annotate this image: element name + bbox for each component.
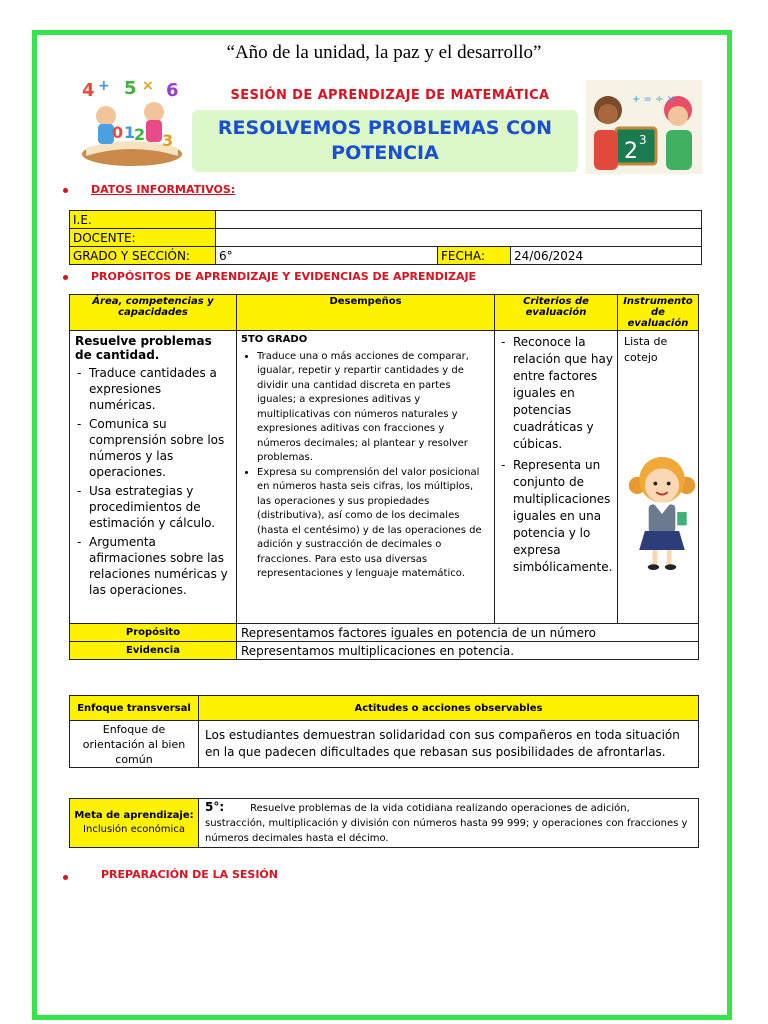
docente-label: DOCENTE: (70, 229, 216, 247)
schoolgirl-illustration (624, 449, 700, 577)
svg-text:0: 0 (112, 123, 124, 142)
evidencia-value: Representamos multiplicaciones en potencia. (237, 642, 699, 660)
col-instrumento: Instrumento de evaluación (618, 295, 699, 331)
grado-title: 5TO GRADO (241, 334, 308, 345)
proposito-value: Representamos factores iguales en potencia de un número (237, 624, 699, 642)
col-criterios: Criterios de evaluación (495, 295, 618, 331)
meta-label: Meta de aprendizaje: (74, 810, 194, 821)
session-title (192, 116, 578, 166)
list-item: • Traduce una o más acciones de comparar, igualar, repetir y repartir cantidades y de dividir una cantidad discreta en partes iguales; a expresiones aditivas y multiplicativas con números naturales y expresiones aditivas con fracciones y números decimales; al plantear y resolver problemas. (257, 350, 490, 466)
svg-text:3: 3 (162, 131, 174, 150)
grado-label: GRADO Y SECCIÓN: (70, 247, 216, 265)
col-enfoque: Enfoque transversal (70, 696, 199, 721)
evidencia-label: Evidencia (70, 642, 237, 660)
list-item: - Argumenta afirmaciones sobre las relaciones numéricas y las operaciones. (89, 534, 231, 598)
meta-sublabel: Inclusión económica (83, 824, 185, 835)
preparacion-heading: PREPARACIÓN DE LA SESIÓN (101, 868, 278, 881)
datos-table (69, 210, 702, 265)
list-item: - Comunica su comprensión sobre los números y las operaciones. (89, 416, 231, 480)
svg-text:×: × (142, 78, 154, 94)
fecha-value: 24/06/2024 (511, 247, 702, 265)
svg-text:1: 1 (124, 123, 136, 142)
meta-grade: 5°: (205, 800, 225, 814)
list-item: - Reconoce la relación que hay entre factores iguales en potencias cuadráticas y cúbicas. (513, 334, 613, 453)
svg-text:2: 2 (624, 139, 638, 164)
ie-label: I.E. (70, 211, 216, 229)
svg-text:+ = ÷ ×: + = ÷ × (632, 94, 676, 105)
bullet-icon (63, 275, 68, 280)
desempenos-cell (237, 331, 495, 624)
competencia: Resuelve problemas de cantidad. (75, 334, 212, 362)
svg-text:4: 4 (82, 80, 95, 101)
enfoque-value: Enfoque de orientación al bien común (70, 721, 199, 768)
docente-value (216, 229, 702, 247)
title-line-1: RESOLVEMOS PROBLEMAS CON (217, 117, 553, 139)
actitud-value: Los estudiantes demuestran solidaridad con sus compañeros en toda situación en la que padecen dificultades que rebasan sus posibilidades de afrontarlas. (199, 721, 699, 768)
col-actitudes: Actitudes o acciones observables (199, 696, 699, 721)
motto: “Año de la unidad, la paz y el desarrollo” (226, 42, 542, 63)
propositos-heading: PROPÓSITOS DE APRENDIZAJE Y EVIDENCIAS DE APRENDIZAJE (91, 270, 477, 283)
bullet-icon (63, 875, 68, 880)
list-item: - Traduce cantidades a expresiones numéricas. (89, 365, 231, 413)
meta-label-cell (70, 799, 199, 848)
area-cell (70, 331, 237, 624)
desempenos-list (241, 350, 490, 582)
capacidades-list (75, 365, 231, 598)
list-item: - Representa un conjunto de multiplicaciones iguales en una potencia y lo expresa simbólicamente. (513, 457, 613, 576)
propositos-table (69, 294, 699, 660)
svg-text:5: 5 (124, 78, 137, 99)
criterios-list (499, 334, 613, 576)
session-label: SESIÓN DE APRENDIZAJE DE MATEMÁTICA (230, 88, 550, 103)
meta-text-cell (199, 799, 699, 848)
list-item: • Expresa su comprensión del valor posicional en números hasta seis cifras, los múltiplos, las operaciones y sus propiedades (distributiva), así como de los decimales (hasta el centésimo) y de las operaciones de adición y sustracción de decimales o fracciones. Para esto usa diversas representaciones y lenguaje matemático. (257, 466, 490, 582)
ie-value (216, 211, 702, 229)
criterios-cell (495, 331, 618, 624)
grado-value: 6° (216, 247, 438, 265)
math-kids-book-illustration (76, 76, 188, 168)
list-item: - Usa estrategias y procedimientos de estimación y cálculo. (89, 483, 231, 531)
svg-text:6: 6 (166, 80, 179, 101)
fecha-label: FECHA: (438, 247, 511, 265)
col-desempenos: Desempeños (237, 295, 495, 331)
instrumento-cell (618, 331, 699, 624)
svg-text:+: + (98, 78, 110, 94)
svg-text:2: 2 (134, 125, 146, 144)
meta-table (69, 798, 699, 848)
meta-text: Resuelve problemas de la vida cotidiana realizando operaciones de adición, sustracción, multiplicación y división con números hasta 99 999; y operaciones con fracciones y números decimales hasta el décimo. (205, 803, 688, 844)
instrumento-value: Lista de cotejo (624, 335, 668, 364)
kids-chalkboard-illustration (586, 80, 702, 174)
col-area: Área, competencias y capacidades (70, 295, 237, 331)
datos-heading: DATOS INFORMATIVOS: (91, 183, 236, 196)
title-line-2: POTENCIA (331, 142, 439, 164)
proposito-label: Propósito (70, 624, 237, 642)
enfoque-table (69, 695, 699, 768)
svg-text:3: 3 (639, 133, 647, 147)
bullet-icon (63, 188, 68, 193)
